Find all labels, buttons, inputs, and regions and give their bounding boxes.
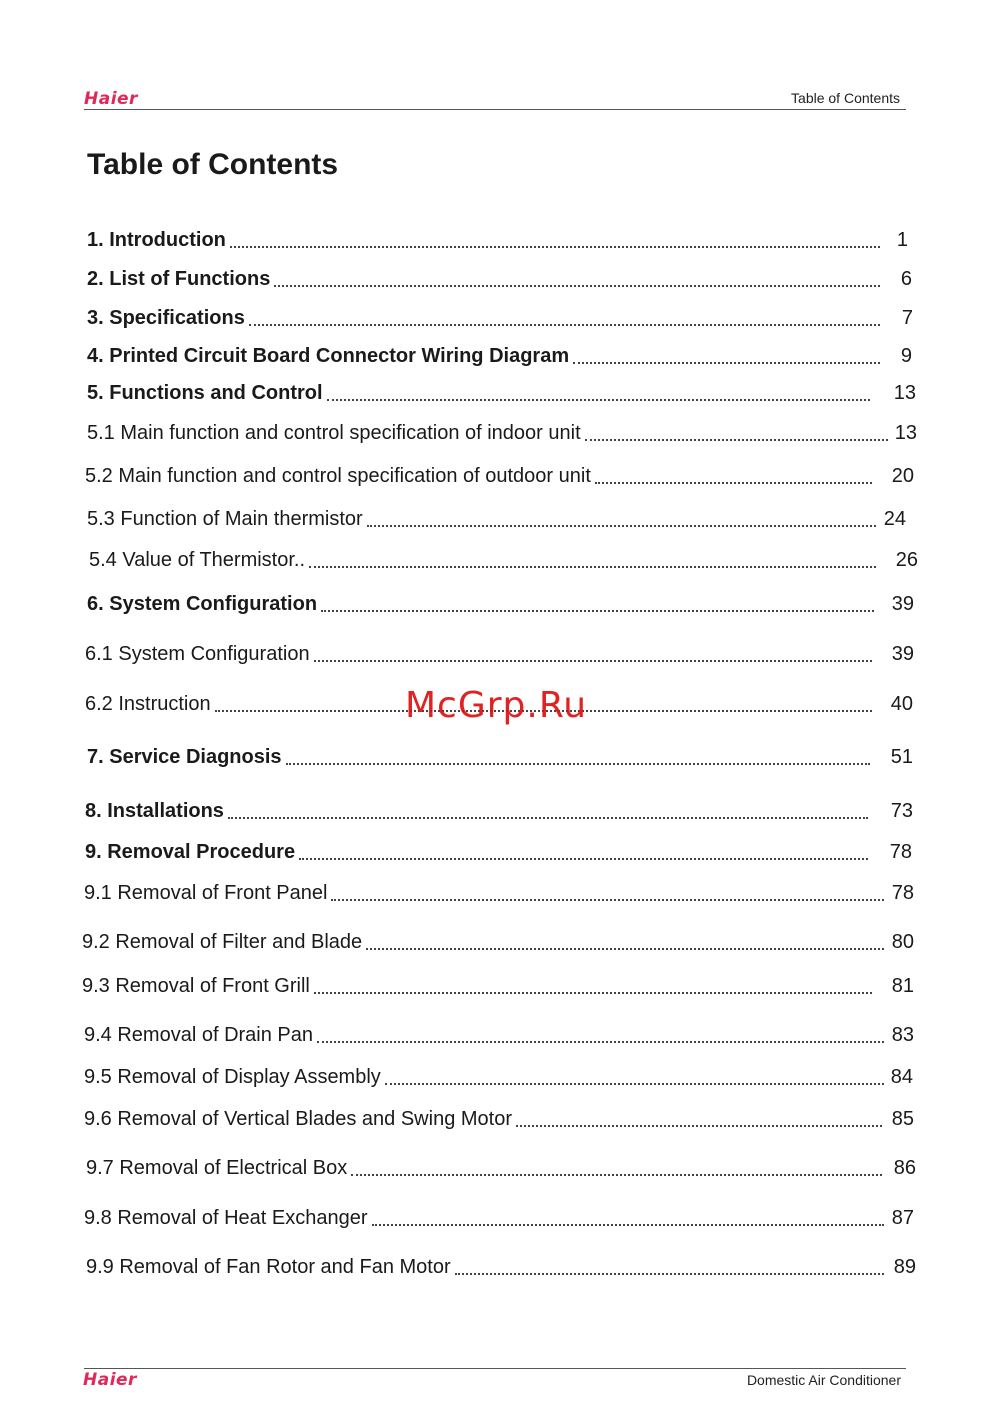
toc-page-number: 9 <box>900 345 912 367</box>
header-rule <box>84 109 906 110</box>
toc-page-number: 39 <box>891 593 914 615</box>
toc-page-number: 6 <box>900 268 912 290</box>
toc-entry-label: 5. Functions and Control <box>87 382 323 404</box>
toc-dot-leader <box>351 1174 882 1176</box>
toc-entry-label: 5.3 Function of Main thermistor <box>87 508 363 530</box>
toc-entry-label: 9. Removal Procedure <box>85 841 296 863</box>
toc-dot-leader <box>372 1224 884 1226</box>
toc-entry-label: 7. Service Diagnosis <box>87 746 282 768</box>
toc-entry-label: 5.1 Main function and control specification of indoor unit <box>87 422 581 444</box>
toc-entry[interactable] <box>0 1255 1000 1285</box>
toc-dot-leader <box>314 992 872 994</box>
header-logo: Haier <box>84 89 138 109</box>
header-section-title: Table of Contents <box>791 90 900 106</box>
toc-page-number: 89 <box>893 1256 916 1278</box>
toc-entry-label: 6.1 System Configuration <box>85 643 310 665</box>
toc-entry-label: 8. Installations <box>85 800 224 822</box>
toc-page-number: 39 <box>891 643 914 665</box>
toc-entry-label: 9.8 Removal of Heat Exchanger <box>84 1207 368 1229</box>
toc-dot-leader <box>249 324 880 326</box>
toc-entry-label: 5.2 Main function and control specification of outdoor unit <box>85 465 591 487</box>
toc-entry[interactable] <box>0 974 1000 1004</box>
toc-entry[interactable] <box>0 840 1000 870</box>
toc-dot-leader <box>299 858 868 860</box>
footer-rule <box>84 1368 906 1369</box>
toc-entry-label: 4. Printed Circuit Board Connector Wiring Diagram <box>87 345 570 367</box>
toc-entry-label: 1. Introduction <box>87 229 226 251</box>
toc-entry[interactable] <box>0 881 1000 911</box>
toc-page-number: 24 <box>883 508 906 530</box>
toc-dot-leader <box>385 1083 884 1085</box>
toc-entry[interactable] <box>0 421 1000 451</box>
toc-page-number: 20 <box>891 465 914 487</box>
footer-text: Domestic Air Conditioner <box>746 1372 901 1388</box>
toc-page-number: 1 <box>896 229 908 251</box>
toc-entry[interactable] <box>0 592 1000 622</box>
toc-entry[interactable] <box>0 1206 1000 1236</box>
toc-dot-leader <box>366 948 884 950</box>
toc-entry[interactable] <box>0 267 1000 297</box>
toc-page-number: 51 <box>890 746 913 768</box>
toc-dot-leader <box>516 1125 882 1127</box>
toc-entry[interactable] <box>0 1065 1000 1095</box>
toc-entry-label: 9.7 Removal of Electrical Box <box>86 1157 348 1179</box>
toc-entry-label: 9.6 Removal of Vertical Blades and Swing Motor <box>84 1108 512 1130</box>
toc-entry[interactable] <box>0 548 1000 578</box>
toc-entry[interactable] <box>0 930 1000 960</box>
toc-dot-leader <box>573 362 880 364</box>
toc-page-number: 73 <box>890 800 913 822</box>
toc-page-number: 26 <box>895 549 918 571</box>
toc-dot-leader <box>331 899 884 901</box>
toc-dot-leader <box>455 1273 884 1275</box>
toc-entry-label: 9.5 Removal of Display Assembly <box>84 1066 381 1088</box>
toc-entry-label: 6. System Configuration <box>87 593 318 615</box>
toc-dot-leader <box>321 610 874 612</box>
toc-entry[interactable] <box>0 507 1000 537</box>
toc-entry-label: 9.2 Removal of Filter and Blade <box>82 931 363 953</box>
toc-entry-label: 9.9 Removal of Fan Rotor and Fan Motor <box>86 1256 451 1278</box>
toc-page-number: 85 <box>891 1108 914 1130</box>
toc-entry[interactable] <box>0 745 1000 775</box>
toc-page-number: 13 <box>894 422 917 444</box>
toc-entry[interactable] <box>0 344 1000 374</box>
page-title: Table of Contents <box>87 148 339 181</box>
toc-entry-label: 9.3 Removal of Front Grill <box>82 975 310 997</box>
toc-entry[interactable] <box>0 381 1000 411</box>
toc-dot-leader <box>327 399 870 401</box>
toc-entry[interactable] <box>0 1023 1000 1053</box>
toc-entry-label: 9.1 Removal of Front Panel <box>84 882 328 904</box>
toc-entry[interactable] <box>0 799 1000 829</box>
toc-page-number: 86 <box>893 1157 916 1179</box>
toc-page-number: 84 <box>890 1066 913 1088</box>
footer-logo: Haier <box>83 1370 137 1390</box>
toc-dot-leader <box>314 660 872 662</box>
toc-dot-leader <box>286 763 870 765</box>
toc-page-number: 80 <box>891 931 914 953</box>
toc-dot-leader <box>274 285 880 287</box>
toc-entry[interactable] <box>0 228 1000 258</box>
toc-page-number: 87 <box>891 1207 914 1229</box>
toc-page-number: 13 <box>893 382 916 404</box>
toc-page-number: 78 <box>889 841 912 863</box>
toc-dot-leader <box>230 246 880 248</box>
toc-entry-label: 9.4 Removal of Drain Pan <box>84 1024 314 1046</box>
toc-entry[interactable] <box>0 464 1000 494</box>
toc-dot-leader <box>367 525 876 527</box>
toc-page-number: 83 <box>891 1024 914 1046</box>
toc-dot-leader <box>585 439 888 441</box>
toc-page-number: 81 <box>891 975 914 997</box>
toc-entry-label: 6.2 Instruction <box>85 693 211 715</box>
toc-page-number: 40 <box>890 693 913 715</box>
toc-page-number: 7 <box>901 307 913 329</box>
toc-dot-leader <box>309 566 876 568</box>
toc-entry[interactable] <box>0 642 1000 672</box>
toc-entry[interactable] <box>0 1107 1000 1137</box>
toc-entry-label: 2. List of Functions <box>87 268 271 290</box>
toc-entry-label: 3. Specifications <box>87 307 245 329</box>
toc-dot-leader <box>228 817 868 819</box>
toc-page-number: 78 <box>891 882 914 904</box>
toc-dot-leader <box>595 482 872 484</box>
toc-dot-leader <box>317 1041 884 1043</box>
watermark: McGrp.Ru <box>405 685 588 726</box>
toc-entry[interactable] <box>0 306 1000 336</box>
toc-entry[interactable] <box>0 1156 1000 1186</box>
toc-entry-label: 5.4 Value of Thermistor.. <box>89 549 306 571</box>
